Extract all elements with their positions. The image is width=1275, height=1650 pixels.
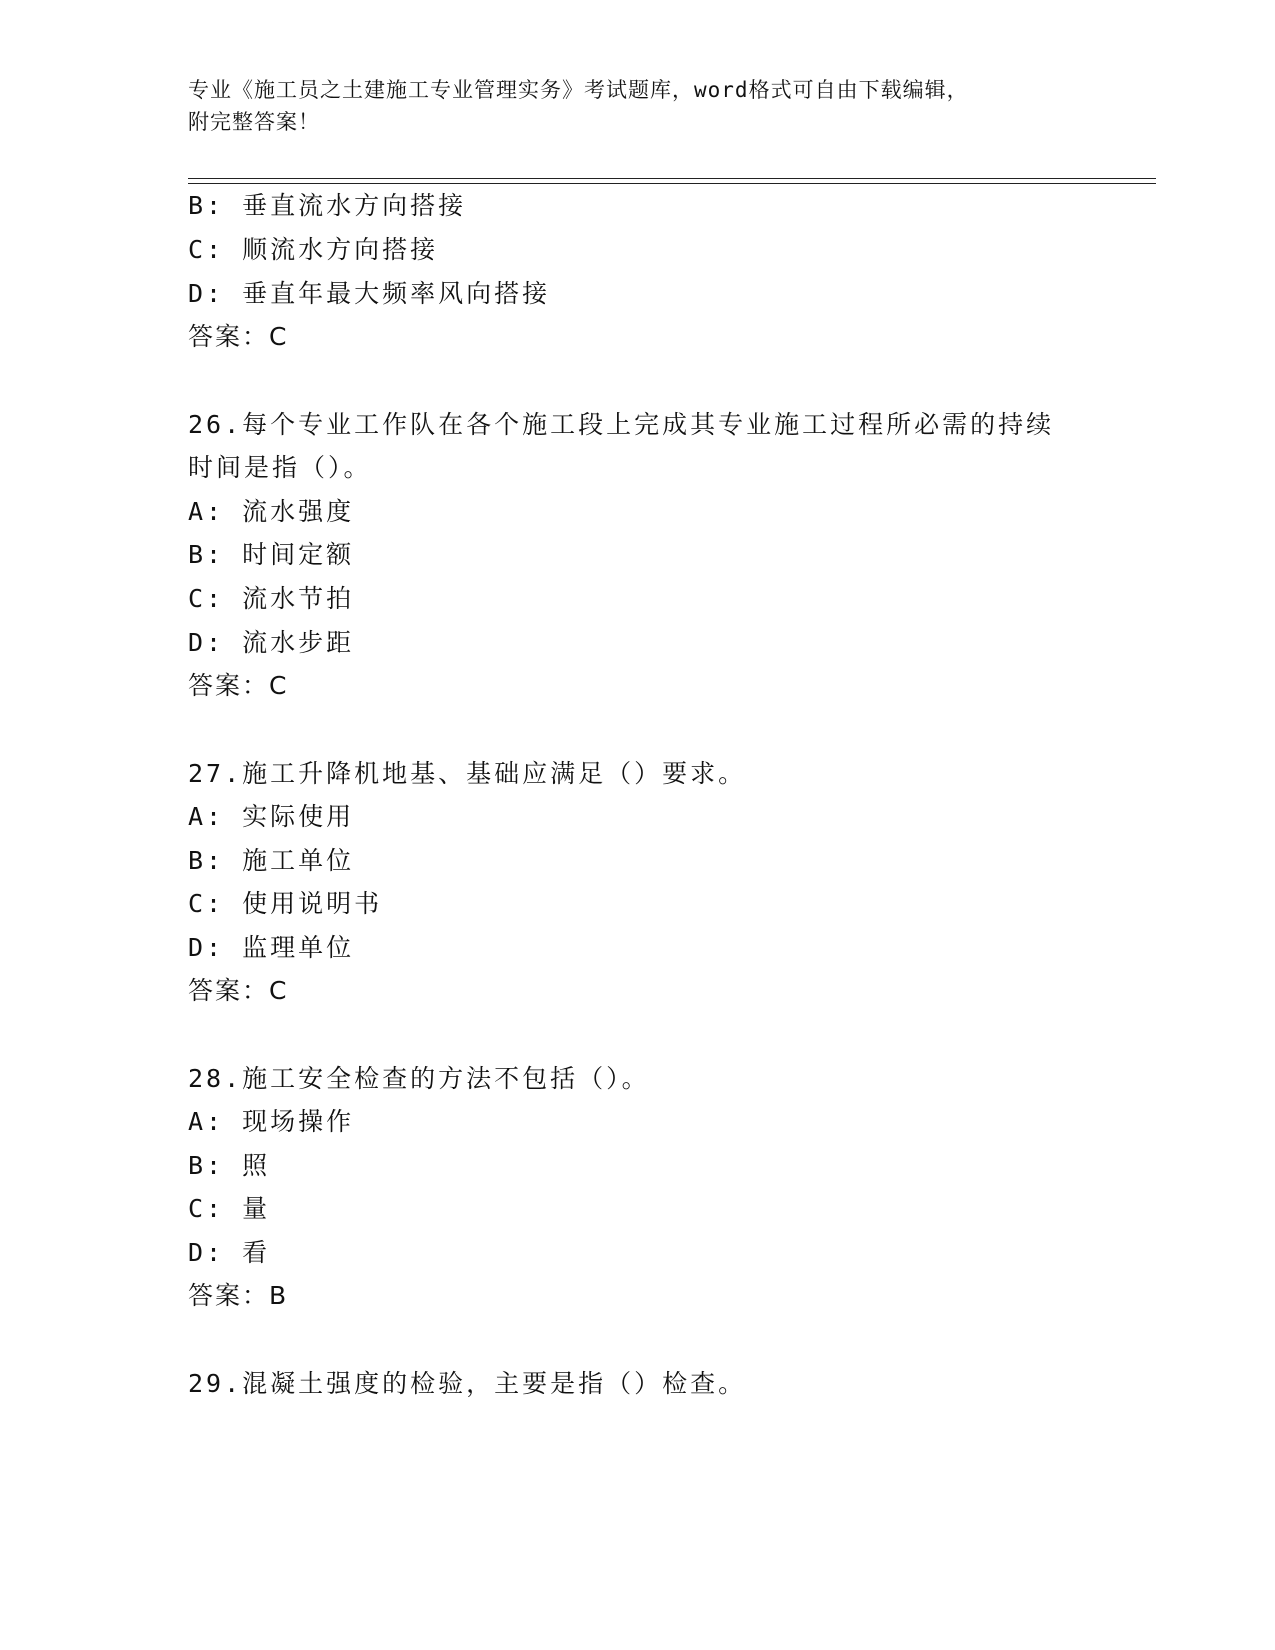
header-divider-top	[188, 178, 1156, 179]
answer-line: 答案：B	[188, 1281, 289, 1310]
question-stem: 27.施工升降机地基、基础应满足（）要求。	[188, 759, 747, 788]
header-divider-bottom	[188, 183, 1156, 184]
option-b: B: 垂直流水方向搭接	[188, 191, 467, 220]
header-line-2: 附完整答案！	[188, 110, 320, 134]
answer-line: 答案：C	[188, 671, 289, 700]
option-a: A: 现场操作	[188, 1107, 355, 1136]
option-b: B: 照	[188, 1151, 271, 1180]
option-c: C: 量	[188, 1194, 271, 1223]
option-d: D: 垂直年最大频率风向搭接	[188, 279, 551, 308]
question-stem: 26.每个专业工作队在各个施工段上完成其专业施工过程所必需的持续	[188, 410, 1055, 439]
option-b: B: 时间定额	[188, 540, 355, 569]
answer-line: 答案：C	[188, 976, 289, 1005]
option-a: A: 实际使用	[188, 802, 355, 831]
option-d: D: 看	[188, 1238, 271, 1267]
option-c: C: 顺流水方向搭接	[188, 235, 439, 264]
document-header	[188, 74, 1088, 138]
option-d: D: 流水步距	[188, 628, 355, 657]
option-d: D: 监理单位	[188, 933, 355, 962]
header-line-1: 专业《施工员之土建施工专业管理实务》考试题库，word格式可自由下载编辑，	[188, 78, 969, 102]
question-stem-continued: 时间是指（）。	[188, 453, 372, 482]
answer-line: 答案：C	[188, 322, 289, 351]
option-c: C: 流水节拍	[188, 584, 355, 613]
option-a: A: 流水强度	[188, 497, 355, 526]
option-b: B: 施工单位	[188, 846, 355, 875]
question-stem: 28.施工安全检查的方法不包括（）。	[188, 1064, 650, 1093]
option-c: C: 使用说明书	[188, 889, 383, 918]
question-stem: 29.混凝土强度的检验，主要是指（）检查。	[188, 1369, 747, 1398]
